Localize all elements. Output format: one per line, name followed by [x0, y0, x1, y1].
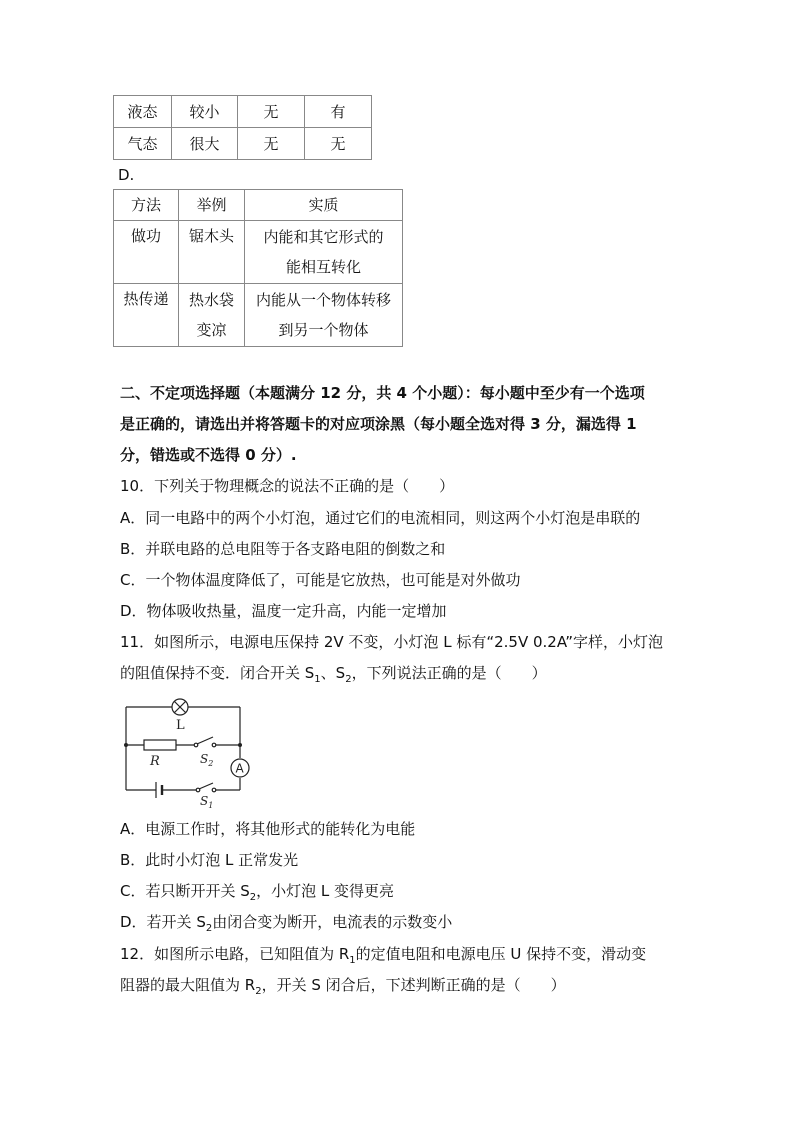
- header-cell: 方法: [114, 190, 179, 221]
- switch-s1-symbol: [196, 783, 216, 792]
- junction-dot: [238, 743, 242, 747]
- table-cell: 液态: [114, 96, 172, 128]
- subscript: 2: [205, 923, 213, 934]
- question-10-option-d: D．物体吸收热量，温度一定升高，内能一定增加: [120, 602, 447, 620]
- text-segment: 阻器的最大阻值为 R: [120, 976, 256, 994]
- table-cell: 很大: [172, 128, 238, 160]
- battery-symbol: [156, 782, 162, 798]
- section-heading-line: 二、不定项选择题（本题满分 12 分，共 4 个小题）：每小题中至少有一个选项: [120, 384, 645, 402]
- question-12-stem: [120, 944, 646, 971]
- text-segment: ，开关 S 闭合后，下述判断正确的是（ ）: [261, 976, 566, 994]
- header-cell: 举例: [179, 190, 245, 221]
- cell-line: 内能从一个物体转移: [255, 291, 391, 309]
- text-segment: 、S: [320, 664, 346, 682]
- table-cell: [179, 284, 245, 347]
- lamp-symbol: [172, 699, 188, 715]
- text-segment: C．若只断开开关 S: [120, 882, 250, 900]
- subscript: 2: [249, 892, 257, 903]
- text-segment: 12．如图所示电路，已知阻值为 R: [120, 945, 350, 963]
- question-11-option-b: B．此时小灯泡 L 正常发光: [120, 851, 299, 869]
- cell-line: 变凉: [196, 321, 227, 339]
- table-cell: 气态: [114, 128, 172, 160]
- subscript: 2: [255, 986, 262, 997]
- table-cell: [245, 221, 403, 284]
- energy-transfer-table: [113, 189, 403, 347]
- question-11-stem: 11．如图所示，电源电压保持 2V 不变，小灯泡 L 标有“2.5V 0.2A”字样，小灯泡: [120, 633, 664, 651]
- resistor-symbol: [144, 740, 176, 750]
- junction-dot: [124, 743, 128, 747]
- option-d-label: D.: [118, 166, 135, 184]
- cell-line: 热水袋: [188, 291, 234, 309]
- section-heading-line: 是正确的，请选出并将答题卡的对应项涂黑（每小题全选对得 3 分，漏选得 1: [120, 415, 637, 433]
- cell-line: 内能和其它形式的: [263, 228, 384, 246]
- circuit-diagram: [118, 693, 258, 808]
- lamp-label: L: [176, 718, 185, 733]
- ammeter-label: A: [235, 761, 244, 776]
- question-12-stem-line2: [120, 975, 566, 1002]
- table-cell: 做功: [114, 221, 179, 284]
- question-10-option-c: C．一个物体温度降低了，可能是它放热，也可能是对外做功: [120, 571, 521, 589]
- header-cell: 实质: [245, 190, 403, 221]
- resistor-label: R: [150, 754, 160, 769]
- table-cell: 无: [305, 128, 372, 160]
- table-cell: 较小: [172, 96, 238, 128]
- switch-s2-symbol: [194, 737, 216, 747]
- table-cell: 无: [238, 128, 305, 160]
- switch-s2-label: $S_2$: [200, 752, 214, 768]
- text-segment: 的阻值保持不变．闭合开关 S: [120, 664, 315, 682]
- table-cell: [245, 284, 403, 347]
- cell-line: 到另一个物体: [278, 321, 369, 339]
- question-10-option-b: B．并联电路的总电阻等于各支路电阻的倒数之和: [120, 540, 446, 558]
- question-11-option-a: A．电源工作时，将其他形式的能转化为电能: [120, 820, 416, 838]
- text-segment: D．若开关 S: [120, 913, 206, 931]
- text-segment: ，下列说法正确的是（ ）: [351, 664, 547, 682]
- table-cell: 热传递: [114, 284, 179, 347]
- subscript: 2: [345, 674, 352, 685]
- cell-line: 能相互转化: [285, 258, 361, 276]
- table-row: [114, 128, 372, 160]
- section-heading-line: 分，错选或不选得 0 分）.: [120, 446, 297, 464]
- switch-s1-label: $S_1$: [200, 794, 214, 808]
- question-11-option-c: [120, 881, 394, 908]
- table-row: [114, 96, 372, 128]
- table-row: [114, 221, 403, 284]
- table-header-row: [114, 190, 403, 221]
- question-10-stem: 10．下列关于物理概念的说法不正确的是（ ）: [120, 477, 455, 495]
- ammeter-symbol: [231, 759, 249, 777]
- text-segment: ，小灯泡 L 变得更亮: [256, 882, 395, 900]
- state-properties-table: [113, 95, 372, 160]
- question-11-option-d: [120, 912, 452, 939]
- question-11-stem-line2: [120, 663, 547, 690]
- subscript: 1: [314, 674, 321, 685]
- question-10-option-a: A．同一电路中的两个小灯泡，通过它们的电流相同，则这两个小灯泡是串联的: [120, 509, 641, 527]
- subscript: 1: [349, 955, 356, 966]
- table-cell: 有: [305, 96, 372, 128]
- table-cell: 锯木头: [179, 221, 245, 284]
- table-cell: 无: [238, 96, 305, 128]
- text-segment: 由闭合变为断开，电流表的示数变小: [212, 913, 453, 931]
- text-segment: 的定值电阻和电源电压 U 保持不变，滑动变: [355, 945, 647, 963]
- table-row: [114, 284, 403, 347]
